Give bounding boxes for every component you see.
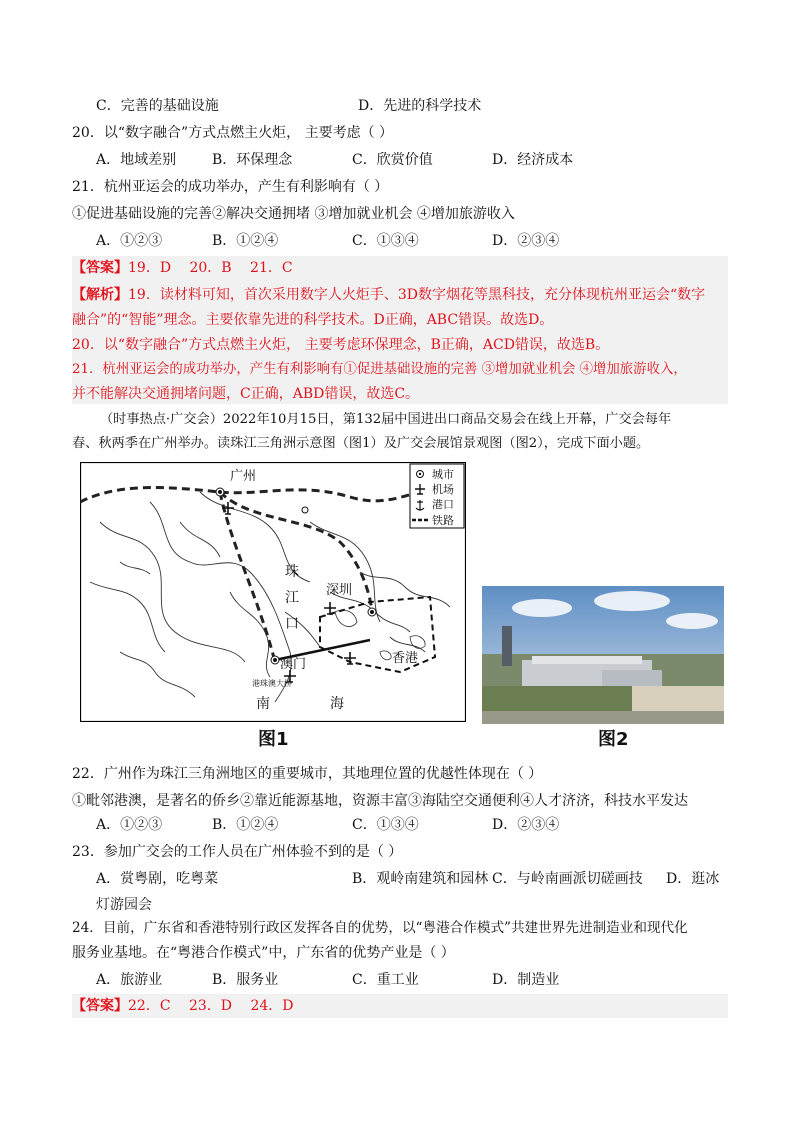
q21-option-a: A．①②③ [96,233,163,249]
label-shenzhen: 深圳 [326,583,353,598]
answer2-text: 22．C 23．D 24．D [128,998,294,1014]
label-macau: 澳门 [280,657,307,672]
label-jiang: 江 [285,590,299,606]
q19-option-c: C．完善的基础设施 [96,98,219,114]
legend-railway: 铁路 [432,514,454,527]
map-legend [410,464,464,528]
legend-airport: 机场 [432,483,454,496]
q21-option-b: B．①②④ [212,233,279,249]
intro-line-2: 春、秋两季在广州举办。读珠江三角洲示意图（图1）及广交会展馆景观图（图2），完成下面小题。 [72,436,650,451]
analysis-text-1: 19．读材料可知，首次采用数字人火炬手、3D数字烟花等黑科技，充分体现杭州亚运会“数字 [128,287,706,303]
label-hai: 海 [330,696,344,712]
pearl-river-delta-map [80,462,466,722]
q21-items: ①促进基础设施的完善②解决交通拥堵 ③增加就业机会 ④增加旅游收入 [72,206,515,222]
q21-stem: 21．杭州亚运会的成功举办，产生有利影响有（ ） [72,179,389,195]
answer-line-2 [72,996,294,1016]
q23-option-a: A．赏粤剧，吃粤菜 [96,871,219,887]
q24-option-d: D．制造业 [492,972,560,988]
q23-option-c: C．与岭南画派切磋画技 [492,871,643,887]
analysis-line-5: 并不能解决交通拥堵问题，C正确，ABD错误，故选C。 [72,386,420,402]
q24-stem-line-1: 24．目前，广东省和香港特别行政区发挥各自的优势，以“粤港合作模式”共建世界先进制造业和现代化 [72,920,688,936]
analysis-line-2: 融合”的“智能”理念。主要依靠先进的科学技术。D正确，ABC错误。故选D。 [72,312,554,328]
answer-text: 19．D 20．B 21．C [128,260,293,276]
q20-option-d: D．经济成本 [492,152,574,168]
intro-line-1: （时事热点·广交会）2022年10月15日，第132届中国进出口商品交易会在线上开幕，广交会每年 [100,412,672,427]
q22-option-c: C．①③④ [352,817,419,833]
canton-fair-photo [482,586,724,724]
q20-option-b: B．环保理念 [212,152,293,168]
label-guangzhou: 广州 [230,469,257,484]
q19-option-d: D．先进的科学技术 [358,98,482,114]
q23-stem: 23．参加广交会的工作人员在广州体验不到的是（ ） [72,844,403,860]
answer-tag: 【答案】 [72,260,128,276]
q21-option-d: D．②③④ [492,233,560,249]
figure-1-caption: 图1 [258,729,289,750]
label-bridge: 港珠澳大桥 [252,679,292,688]
label-kou: 口 [285,616,299,632]
analysis-line-4: 21．杭州亚运会的成功举办，产生有利影响有①促进基础设施的完善 ③增加就业机会 ④增加旅游收入， [72,362,687,377]
label-hongkong: 香港 [392,651,419,666]
q22-option-b: B．①②④ [212,817,279,833]
label-nan: 南 [256,696,270,712]
analysis-line-3: 20．以“数字融合”方式点燃主火炬， 主要考虑环保理念，B正确，ACD错误，故选B。 [72,337,610,353]
q21-option-c: C．①③④ [352,233,419,249]
q20-option-c: C．欣赏价值 [352,152,433,168]
answer2-tag: 【答案】 [72,998,128,1014]
q24-option-c: C．重工业 [352,972,419,988]
q22-items: ①毗邻港澳，是著名的侨乡②靠近能源基地，资源丰富③海陆空交通便利④人才济济，科技水平发达 [72,793,688,809]
figure-2-caption: 图2 [598,729,629,750]
q22-option-d: D．②③④ [492,817,560,833]
answer-analysis-box [72,256,728,404]
q22-stem: 22．广州作为珠江三角洲地区的重要城市，其地理位置的优越性体现在（ ） [72,766,543,782]
analysis-line-1 [72,285,705,305]
label-zhu: 珠 [285,564,299,580]
q22-option-a: A．①②③ [96,817,163,833]
q20-stem: 20．以“数字融合”方式点燃主火炬， 主要考虑（ ） [72,125,394,141]
q23-option-b: B．观岭南建筑和园林 [352,871,489,887]
q20-option-a: A．地域差别 [96,152,177,168]
q23-option-d: D．逛冰 [666,871,720,887]
legend-port: 港口 [432,498,454,511]
q24-option-b: B．服务业 [212,972,279,988]
q23-option-d-continued: 灯游园会 [96,897,152,913]
answer-line-1 [72,258,293,278]
analysis-tag: 【解析】 [72,287,128,303]
q24-stem-line-2: 服务业基地。在“粤港合作模式”中，广东省的优势产业是（ ） [72,945,455,961]
q24-option-a: A．旅游业 [96,972,163,988]
legend-city: 城市 [432,468,454,481]
